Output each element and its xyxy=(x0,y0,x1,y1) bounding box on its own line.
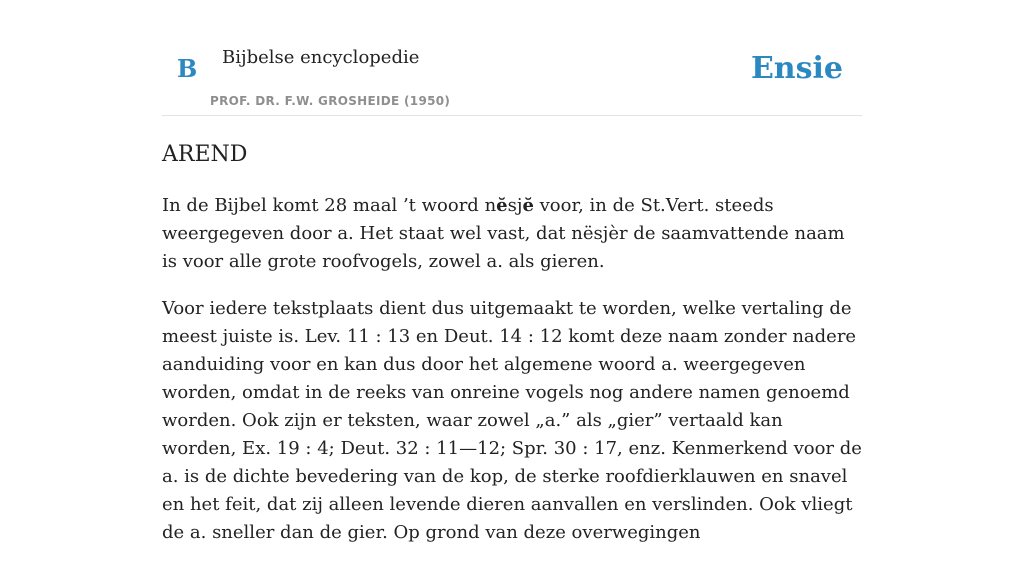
source-title-link[interactable]: Bijbelse encyclopedie xyxy=(222,47,420,68)
source-header xyxy=(162,28,862,116)
hebrew-term-vowel: ĕ xyxy=(496,195,508,216)
brand-logo[interactable]: Ensie xyxy=(750,51,843,86)
source-logo-icon[interactable]: B xyxy=(177,54,198,83)
source-author: PROF. DR. F.W. GROSHEIDE (1950) xyxy=(210,94,451,108)
article-title: AREND xyxy=(162,142,248,167)
hebrew-term xyxy=(485,195,534,216)
paragraph-1-rest: voor, in de St.Vert. steeds weergegeven door a. Het staat wel vast, dat nësjèr de saamvattende naam is voor alle grote roofvogels, zowel a. als gieren. xyxy=(162,195,845,272)
hebrew-term-part: n xyxy=(484,195,497,216)
paragraph-1-intro: In de Bijbel komt 28 maal ’t woord xyxy=(162,195,485,216)
article-body xyxy=(162,192,862,566)
hebrew-term-vowel: ĕ xyxy=(522,195,534,216)
hebrew-term-part: sj xyxy=(507,195,523,216)
article-paragraph-2: Voor iedere tekstplaats dient dus uitgemaakt te worden, welke vertaling de meest juiste is. Lev. 11 : 13 en Deut. 14 : 12 komt deze naam zonder nadere aanduiding voor en kan dus door het algemene woord a. weergegeven worden, omdat in de reeks van onreine vogels nog andere namen genoemd worden. Ook zijn er teksten, waar zowel „a.” als „gier” vertaald kan worden, Ex. 19 : 4; Deut. 32 : 11—12; Spr. 30 : 17, enz. Kenmerkend voor de a. is de dichte bevedering van de kop, de sterke roofdierklauwen en snavel en het feit, dat zij alleen levende dieren aanvallen en verslinden. Ook vliegt de a. sneller dan de gier. Op grond van deze overwegingen xyxy=(162,298,862,543)
article-paragraph-1 xyxy=(162,192,862,276)
